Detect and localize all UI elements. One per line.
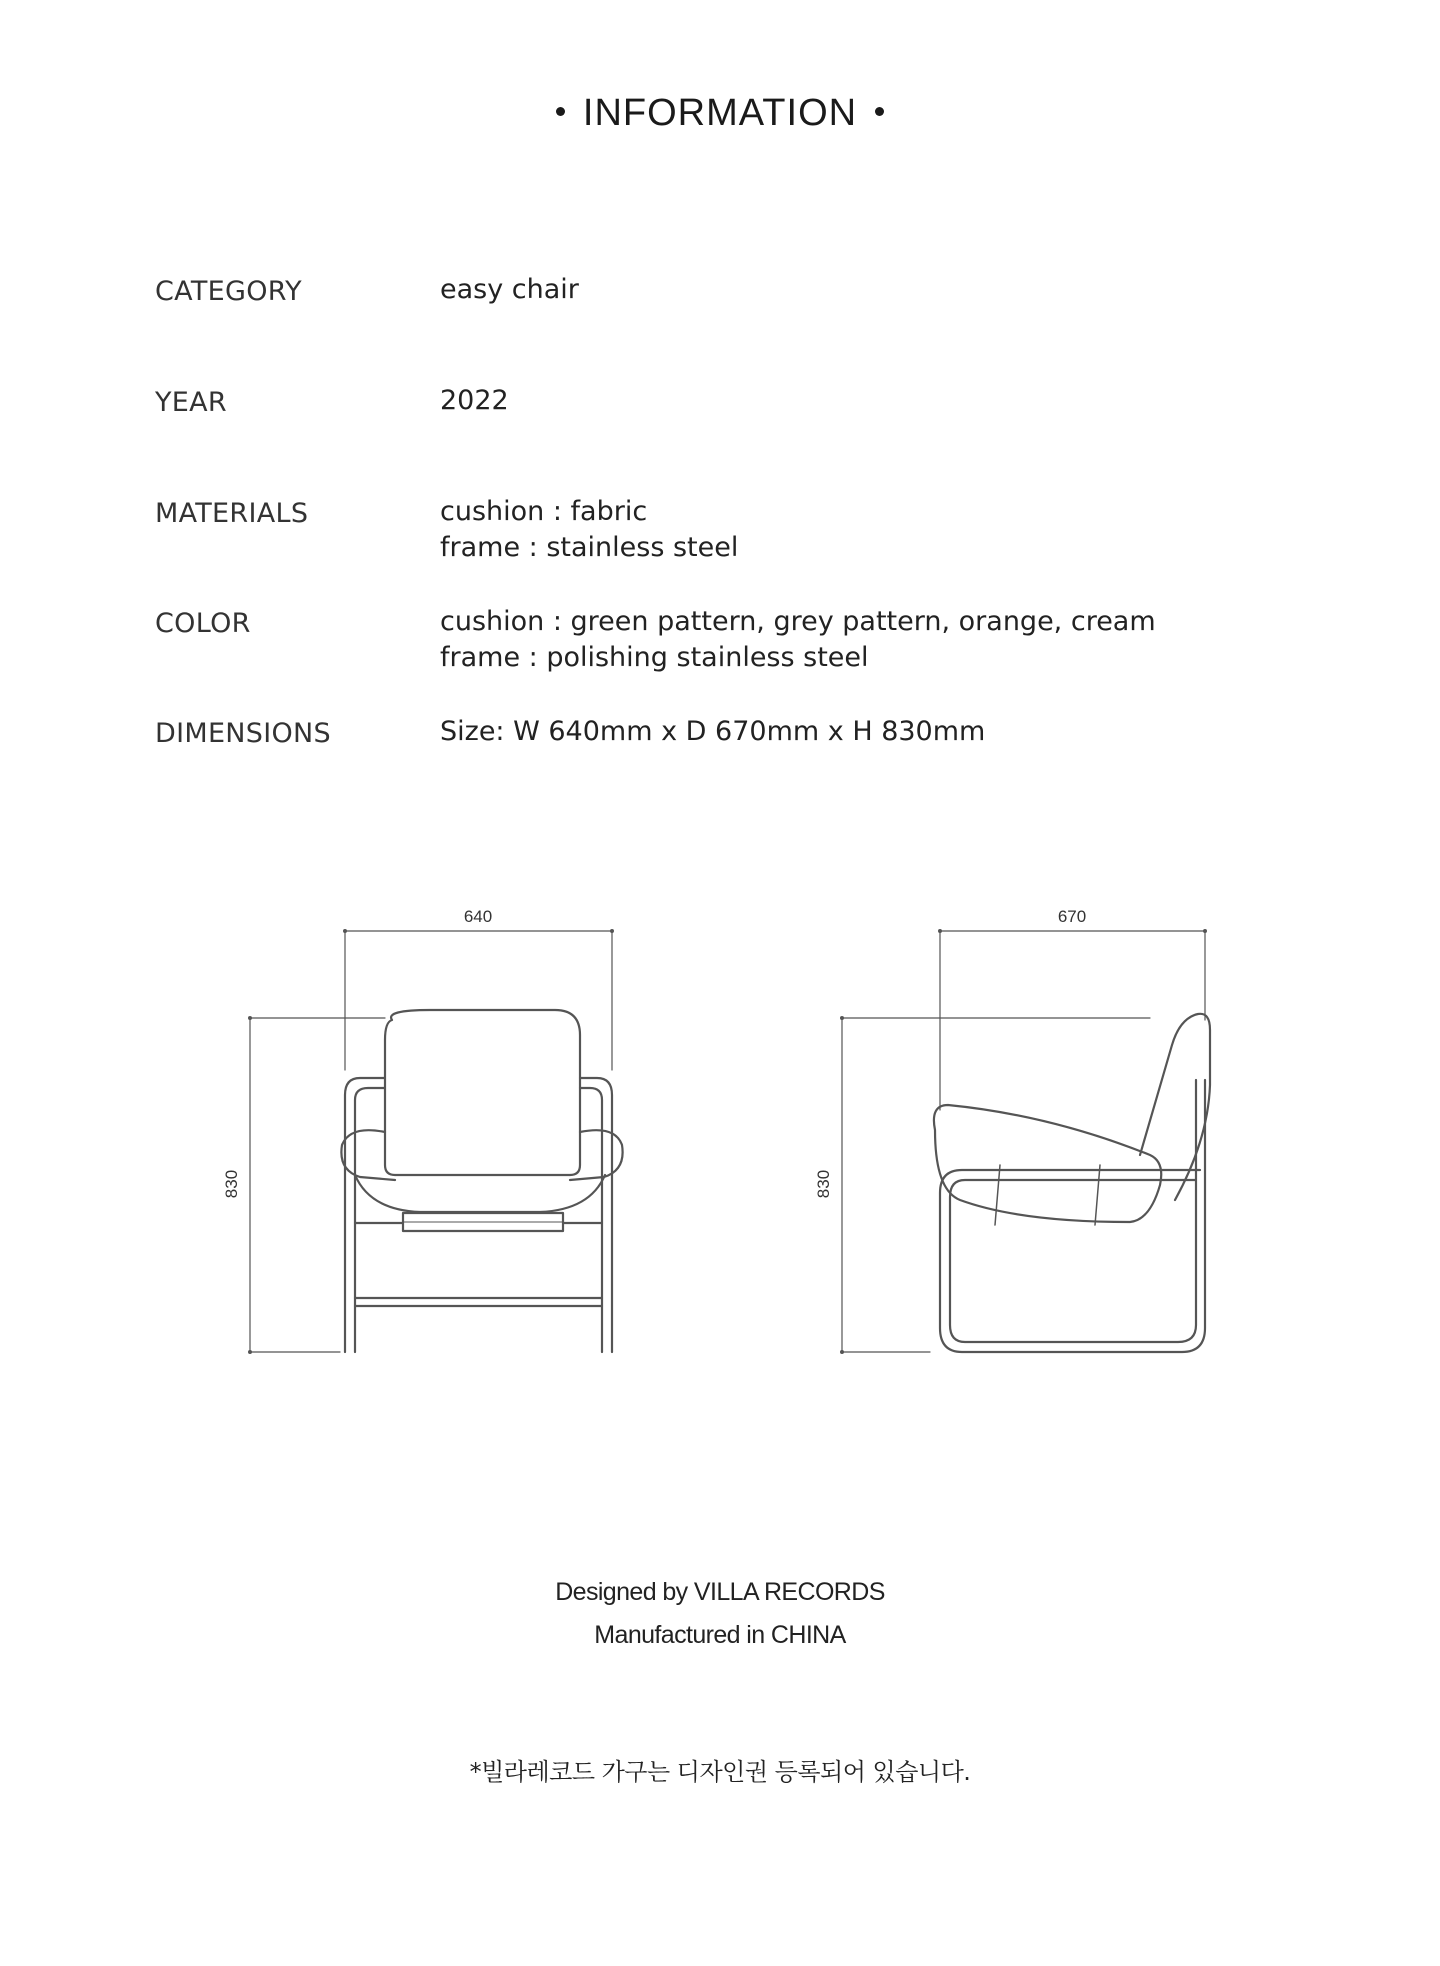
front-right-frame bbox=[580, 1078, 612, 1352]
dimensions-label: DIMENSIONS bbox=[155, 718, 331, 749]
front-height-label: 830 bbox=[222, 1169, 241, 1199]
color-line-2: frame : polishing stainless steel bbox=[440, 642, 869, 673]
category-value-text: easy chair bbox=[440, 274, 579, 305]
bullet-dot-left bbox=[556, 107, 565, 116]
side-view-drawing bbox=[840, 929, 1210, 1354]
section-header bbox=[0, 92, 1440, 135]
dimensions-value-text: Size: W 640mm x D 670mm x H 830mm bbox=[440, 716, 986, 747]
year-value-text: 2022 bbox=[440, 385, 509, 416]
front-backrest bbox=[385, 1010, 580, 1175]
materials-value bbox=[440, 494, 738, 566]
manufactured-text: Manufactured in CHINA bbox=[594, 1621, 846, 1649]
chair-dimension-drawing bbox=[0, 900, 1440, 1380]
section-title: INFORMATION bbox=[582, 92, 858, 134]
bullet-dot-right bbox=[875, 107, 884, 116]
year-value bbox=[440, 383, 509, 419]
year-label: YEAR bbox=[155, 387, 227, 418]
designed-by-text: Designed by VILLA RECORDS bbox=[555, 1578, 885, 1606]
design-rights-notice: *빌라레코드 가구는 디자인권 등록되어 있습니다. bbox=[469, 1758, 971, 1786]
color-line-1: cushion : green pattern, grey pattern, orange, cream bbox=[440, 606, 1156, 637]
category-label: CATEGORY bbox=[155, 276, 302, 307]
dimensions-value bbox=[440, 714, 985, 750]
materials-line-1: cushion : fabric bbox=[440, 496, 648, 527]
materials-line-2: frame : stainless steel bbox=[440, 532, 739, 563]
color-label: COLOR bbox=[155, 608, 251, 639]
side-height-label: 830 bbox=[814, 1169, 833, 1199]
front-width-label: 640 bbox=[463, 907, 493, 926]
side-seat-cushion bbox=[934, 1105, 1161, 1222]
front-view-drawing bbox=[248, 929, 623, 1354]
front-left-frame bbox=[345, 1078, 384, 1352]
color-value bbox=[440, 604, 1156, 676]
side-frame-loop bbox=[940, 1080, 1205, 1352]
side-backrest bbox=[1140, 1014, 1210, 1200]
side-depth-label: 670 bbox=[1057, 907, 1087, 926]
materials-label: MATERIALS bbox=[155, 498, 309, 529]
category-value bbox=[440, 272, 579, 308]
